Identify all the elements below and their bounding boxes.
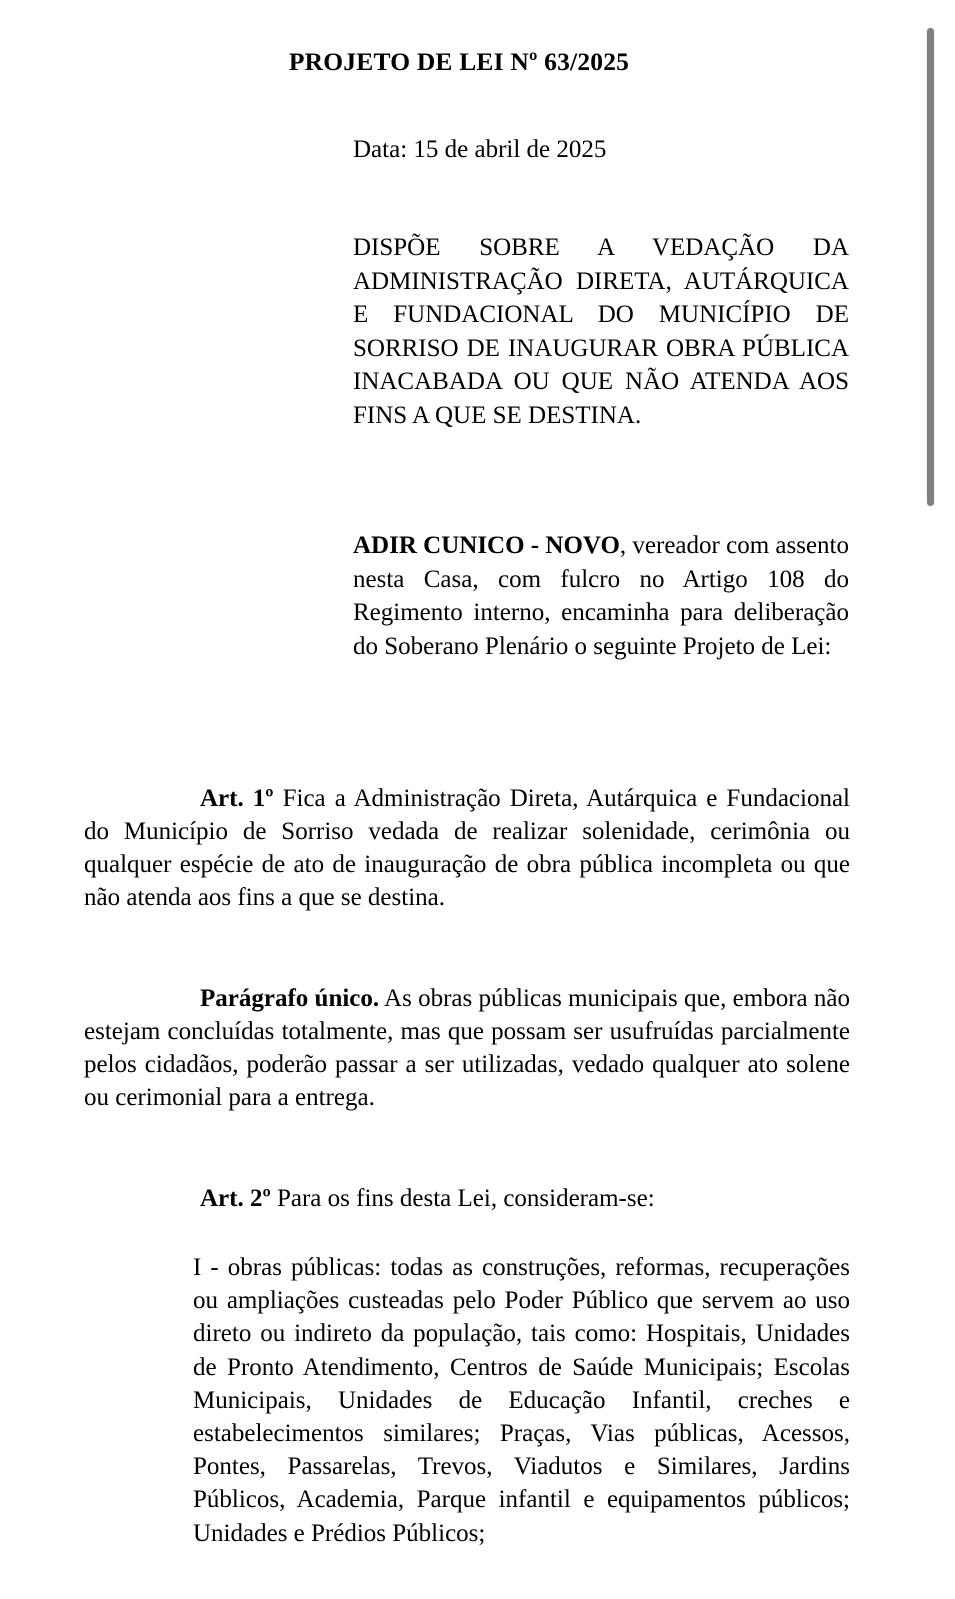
author-name: ADIR CUNICO - NOVO: [353, 532, 620, 559]
inciso-1-text: obras públicas: todas as construções, reformas, recuperações ou ampliações custeadas pelo Poder Público que servem ao uso direto ou indireto da população, tais como: Hospitais, Unidades de Pronto Atendimento, Centros de Saúde Municipais; Escolas Municipais, Unidades de Educação Infantil, creches e estabelecimentos similares; Praças, Vias públicas, Acessos, Pontes, Passarelas, Trevos, Viadutos e Similares, Jardins Públicos, Academia, Parque infantil e equipamentos públicos; Unidades e Prédios Públicos;: [193, 1254, 850, 1547]
inciso-1: [193, 1251, 850, 1550]
article-2-label: Art. 2º: [200, 1185, 271, 1212]
page-title: PROJETO DE LEI Nº 63/2025: [288, 47, 630, 77]
article-2-text: Para os fins desta Lei, consideram-se:: [270, 1185, 655, 1212]
article-1-label: Art. 1º: [200, 785, 274, 812]
paragrafo-unico-label: Parágrafo único.: [200, 985, 380, 1012]
article-1-text: Fica a Administração Direta, Autárquica e Fundacional do Município de Sorriso vedada de realizar solenidade, cerimônia ou qualquer espécie de ato de inauguração de obra pública incompleta ou que não atenda aos fins a que se destina.: [84, 785, 850, 911]
paragrafo-unico-text: As obras públicas municipais que, embora não estejam concluídas totalmente, mas que possam ser usufruídas parcialmente pelos cidadãos, poderão passar a ser utilizadas, vedado qualquer ato solene ou cerimonial para a entrega.: [84, 985, 850, 1111]
inciso-1-numeral: I -: [193, 1254, 228, 1281]
author-preamble: [353, 529, 849, 663]
document-date: Data: 15 de abril de 2025: [353, 136, 607, 163]
paragrafo-unico-paragraph: [84, 982, 850, 1114]
article-2-paragraph: [84, 1182, 850, 1215]
scrollbar-thumb[interactable]: [927, 28, 934, 506]
article-1-paragraph: [84, 782, 850, 914]
document-ementa: DISPÕE SOBRE A VEDAÇÃO DA ADMINISTRAÇÃO DIRETA, AUTÁRQUICA E FUNDACIONAL DO MUNICÍPIO DE SORRISO DE INAUGURAR OBRA PÚBLICA INACABADA OU QUE NÃO ATENDA AOS FINS A QUE SE DESTINA.: [353, 234, 849, 429]
author-preamble-text: , vereador com assento nesta Casa, com fulcro no Artigo 108 do Regimento interno, encaminha para deliberação do Soberano Plenário o seguinte Projeto de Lei:: [353, 532, 849, 660]
